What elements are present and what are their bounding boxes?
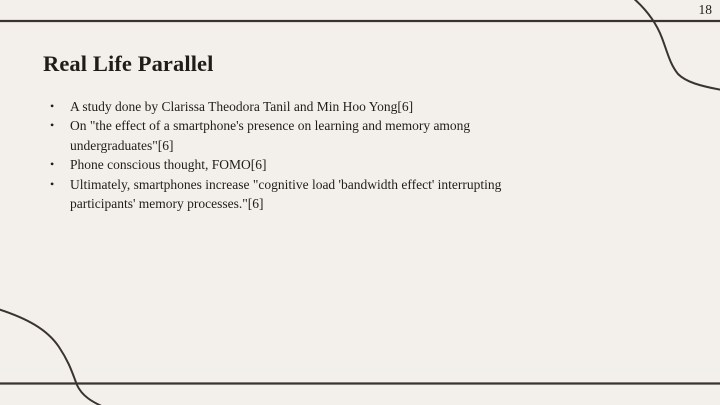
bottom-left-curve-decoration [0,309,106,405]
bullet-text: Ultimately, smartphones increase "cognitive load 'bandwidth effect' interrupting participants' memory processes."[6] [70,176,502,212]
bullet-marker: • [50,99,55,113]
bullet-marker: • [50,157,55,172]
page-number: 18 [698,2,712,17]
bullet-marker: • [50,176,55,191]
bullet-item [48,175,556,214]
bullet-list [48,97,556,213]
bullet-item [48,97,556,116]
bullet-text: On "the effect of a smartphone's presence on learning and memory among undergraduates"[6] [70,118,471,153]
bullet-text: Phone conscious thought, FOMO[6] [70,157,267,173]
bullet-marker: • [50,118,55,133]
bullet-text: A study done by Clarissa Theodora Tanil and Min Hoo Yong[6] [70,99,414,114]
slide-title: Real Life Parallel [43,51,214,76]
bullet-item [48,155,556,174]
bullet-item [48,116,556,155]
